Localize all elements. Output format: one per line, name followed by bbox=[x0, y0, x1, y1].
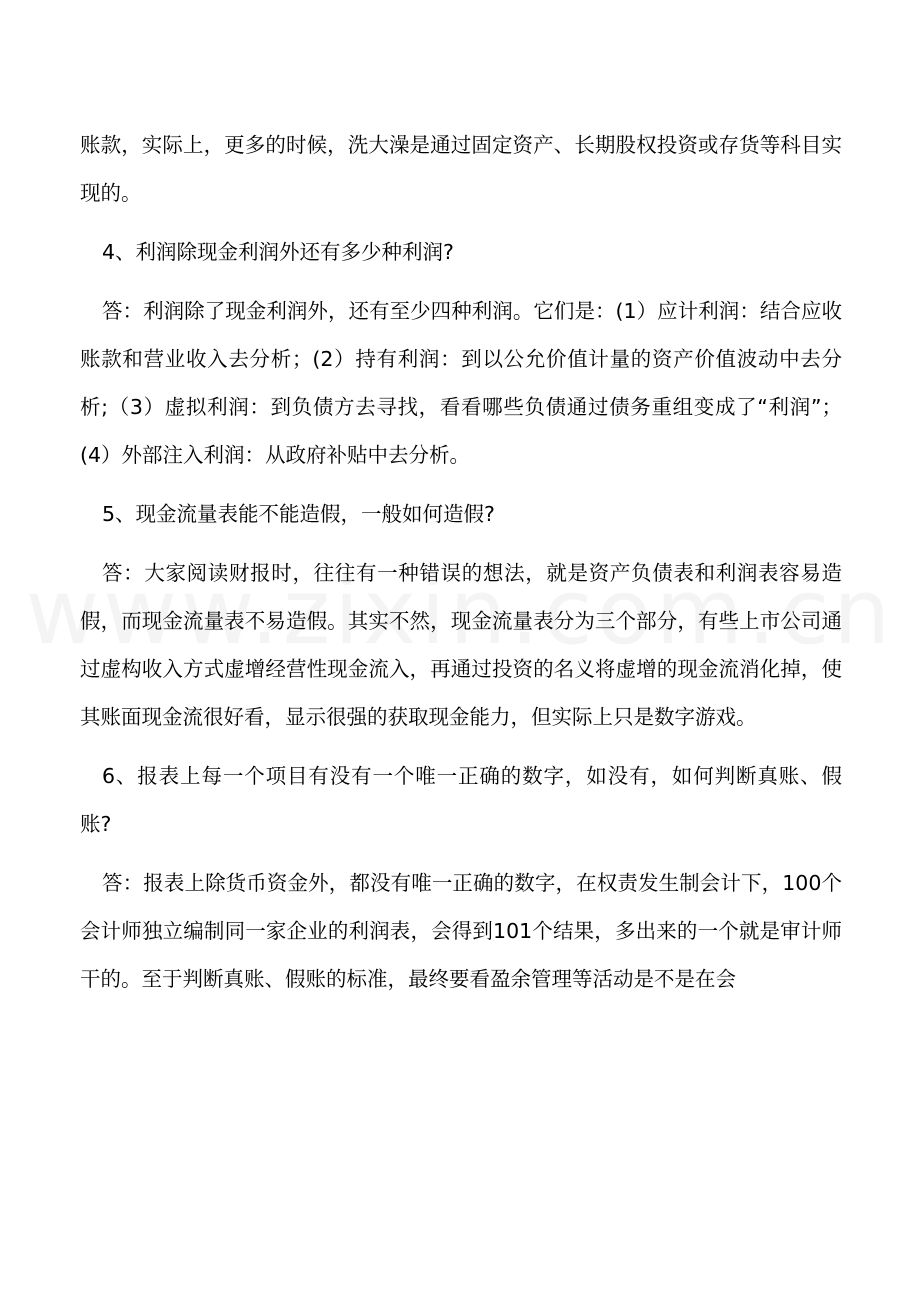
answer-paragraph: 答：大家阅读财报时，往往有一种错误的想法，就是资产负债表和利润表容易造假，而现金流量表不易造假。其实不然，现金流量表分为三个部分，有些上市公司通过虚构收入方式虚增经营性现金流入，再通过投资的名义将虚增的现金流消化掉，使其账面现金流很好看，显示很强的获取现金能力，但实际上只是数字游戏。 bbox=[80, 561, 842, 729]
question-heading: 4、利润除现金利润外还有多少种利润? bbox=[102, 240, 454, 264]
answer-paragraph: 答：报表上除货币资金外，都没有唯一正确的数字，在权责发生制会计下，100个会计师独立编制同一家企业的利润表，会得到101个结果，多出来的一个就是审计师干的。至于判断真账、假账的标准，最终要看盈余管理等活动是不是在会 bbox=[80, 871, 842, 991]
paragraph: 账款，实际上，更多的时候，洗大澡是通过固定资产、长期股权投资或存货等科目实现的。 bbox=[80, 133, 842, 205]
answer-paragraph: 答：利润除了现金利润外，还有至少四种利润。它们是：(1）应计利润：结合应收账款和营业收入去分析；(2）持有利润：到以公允价值计量的资产价值波动中去分析;（3）虚拟利润：到负债方去寻找，看看哪些负债通过债务重组变成了“利润”；(4）外部注入利润：从政府补贴中去分析。 bbox=[80, 299, 842, 467]
question-heading: 6、报表上每一个项目有没有一个唯一正确的数字，如没有，如何判断真账、假账? bbox=[80, 764, 842, 836]
question-heading: 5、现金流量表能不能造假，一般如何造假? bbox=[102, 502, 495, 526]
document-body bbox=[80, 121, 842, 1014]
